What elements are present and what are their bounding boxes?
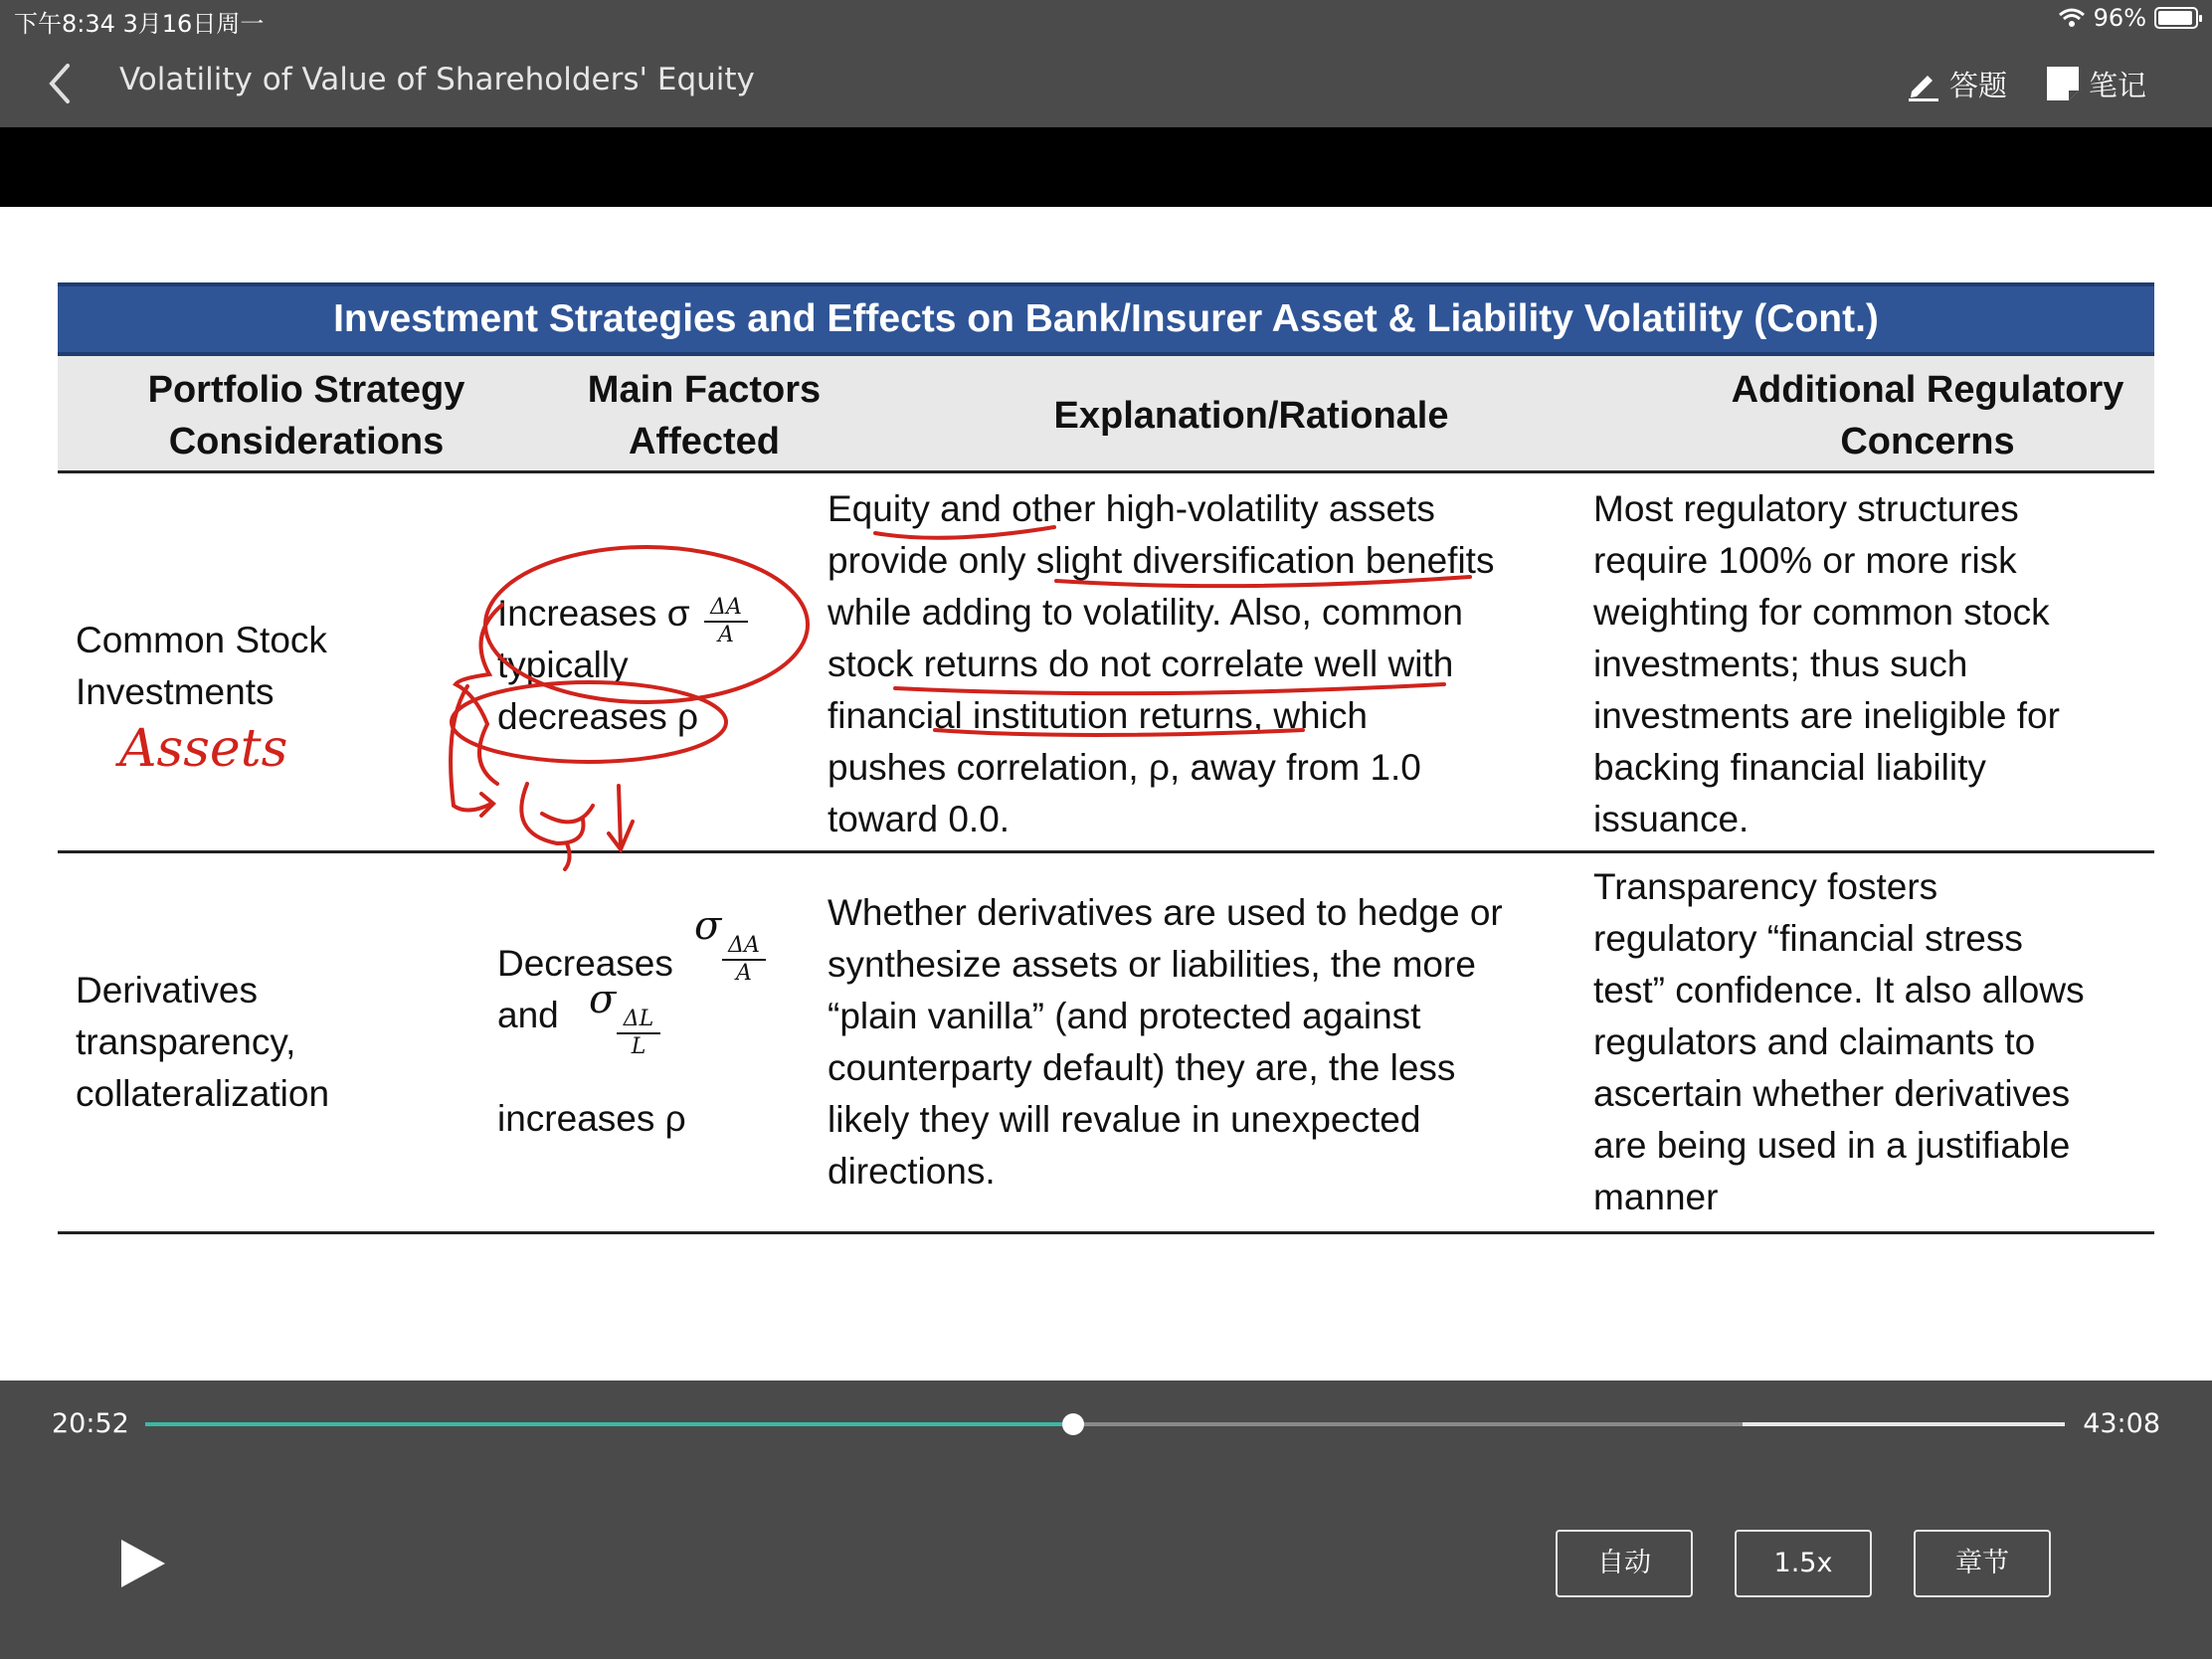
col-head-line: Considerations [168, 421, 445, 462]
col-head-line: Portfolio Strategy [147, 369, 465, 411]
text-line: Investments [76, 671, 275, 712]
battery-icon [2154, 7, 2198, 29]
text-line: decreases ρ [497, 696, 699, 737]
auto-quality-button[interactable]: 自动 [1556, 1530, 1693, 1597]
video-slide [0, 207, 2212, 1381]
text-line: “plain vanilla” (and protected against [828, 996, 1421, 1036]
ink-underline [895, 684, 1444, 693]
letterbox-band [0, 127, 2212, 207]
text-line: provide only slight diversification benefits [828, 540, 1495, 581]
answer-label: 答题 [1949, 68, 2008, 102]
text-line: Decreases [497, 943, 673, 984]
row2-sigma-l: σ [589, 977, 617, 1022]
ink-scribble [521, 784, 593, 869]
row2-sigma-a: σ [694, 903, 722, 949]
note-icon [2045, 65, 2081, 102]
status-bar [0, 0, 2212, 40]
text-line: regulators and claimants to [1593, 1021, 2036, 1062]
notes-button[interactable] [2045, 60, 2146, 107]
notes-label: 笔记 [2089, 68, 2147, 102]
ink-down-arrow [609, 786, 633, 849]
text-line: Derivatives [76, 970, 258, 1011]
status-time: 下午8:34 3月16日周一 [14, 10, 265, 38]
text-line: synthesize assets or liabilities, the more [828, 944, 1476, 985]
fraction-den: A [718, 623, 734, 647]
text-line: Transparency fosters [1593, 866, 1938, 907]
text-line: collateralization [76, 1073, 330, 1114]
fraction-den: A [736, 961, 752, 986]
play-icon[interactable] [121, 1540, 165, 1587]
ink-assets-note: Assets [119, 719, 288, 779]
ink-underline [1056, 577, 1470, 586]
col-head-line: Additional Regulatory [1731, 369, 2124, 411]
status-right [2058, 4, 2198, 32]
text-line: likely they will revalue in unexpected [828, 1099, 1421, 1140]
back-chevron-icon[interactable] [40, 60, 80, 107]
text-line: toward 0.0. [828, 799, 1011, 839]
progress-track[interactable] [145, 1422, 2065, 1426]
nav-bar [0, 40, 2212, 127]
handwriting-annotations [0, 207, 2212, 1381]
text-line: backing financial liability [1593, 747, 1986, 788]
text-line: are being used in a justifiable [1593, 1125, 2071, 1166]
text-line: stock returns do not correlate well with [828, 644, 1454, 684]
ink-underline [935, 730, 1303, 735]
wifi-icon [2058, 7, 2086, 29]
text-line: weighting for common stock [1593, 592, 2050, 633]
text-line: directions. [828, 1151, 996, 1192]
col-head-line: Main Factors [587, 369, 822, 411]
answer-button[interactable] [1906, 60, 2007, 107]
progress-played [145, 1422, 1073, 1426]
fraction-num: ΔA [704, 595, 748, 623]
video-player-controls [0, 1381, 2212, 1659]
fraction-den: L [631, 1034, 646, 1059]
text-line: pushes correlation, ρ, away from 1.0 [828, 747, 1421, 788]
text-line: require 100% or more risk [1593, 540, 2017, 581]
text-line: Common Stock [76, 620, 327, 660]
text-line: transparency, [76, 1021, 296, 1062]
col-head-line: Affected [628, 421, 781, 462]
text-line: increases ρ [497, 1098, 686, 1139]
progress-buffer [1743, 1422, 2065, 1426]
text-line: investments are ineligible for [1593, 695, 2060, 736]
fraction-num: ΔA [722, 933, 766, 961]
text-line: test” confidence. It also allows [1593, 970, 2085, 1011]
battery-percent: 96% [2093, 4, 2146, 32]
ink-ellipse-increases [485, 547, 808, 702]
progress-knob[interactable] [1062, 1413, 1084, 1435]
text-line: manner [1593, 1177, 1719, 1217]
text-line: Increases σ [497, 593, 690, 634]
text-line: investments; thus such [1593, 644, 1968, 684]
fraction-num: ΔL [617, 1007, 660, 1034]
text-line: ascertain whether derivatives [1593, 1073, 2071, 1114]
text-line: Whether derivatives are used to hedge or [828, 892, 1503, 933]
page-title: Volatility of Value of Shareholders' Equity [119, 62, 755, 97]
pencil-icon [1906, 66, 1941, 101]
ink-underline [875, 527, 1054, 538]
text-line: Equity and other high-volatility assets [828, 488, 1435, 529]
text-line: regulatory “financial stress [1593, 918, 2023, 959]
total-time: 43:08 [2083, 1408, 2160, 1439]
ink-ellipse-decreases [452, 682, 726, 762]
text-line: counterparty default) they are, the less [828, 1047, 1456, 1088]
text-line: while adding to volatility. Also, common [828, 592, 1463, 633]
col-head-line: Explanation/Rationale [1053, 395, 1449, 437]
table-title: Investment Strategies and Effects on Bank/Insurer Asset & Liability Volatility (Cont.) [58, 282, 2154, 356]
text-line: and [497, 995, 559, 1035]
text-line: issuance. [1593, 799, 1750, 839]
speed-button[interactable]: 1.5x [1735, 1530, 1872, 1597]
text-line: Most regulatory structures [1593, 488, 2019, 529]
current-time: 20:52 [52, 1408, 129, 1439]
col-head-line: Concerns [1840, 421, 2015, 462]
text-line: typically [497, 645, 629, 685]
chapters-button[interactable]: 章节 [1914, 1530, 2051, 1597]
text-line: financial institution returns, which [828, 695, 1368, 736]
